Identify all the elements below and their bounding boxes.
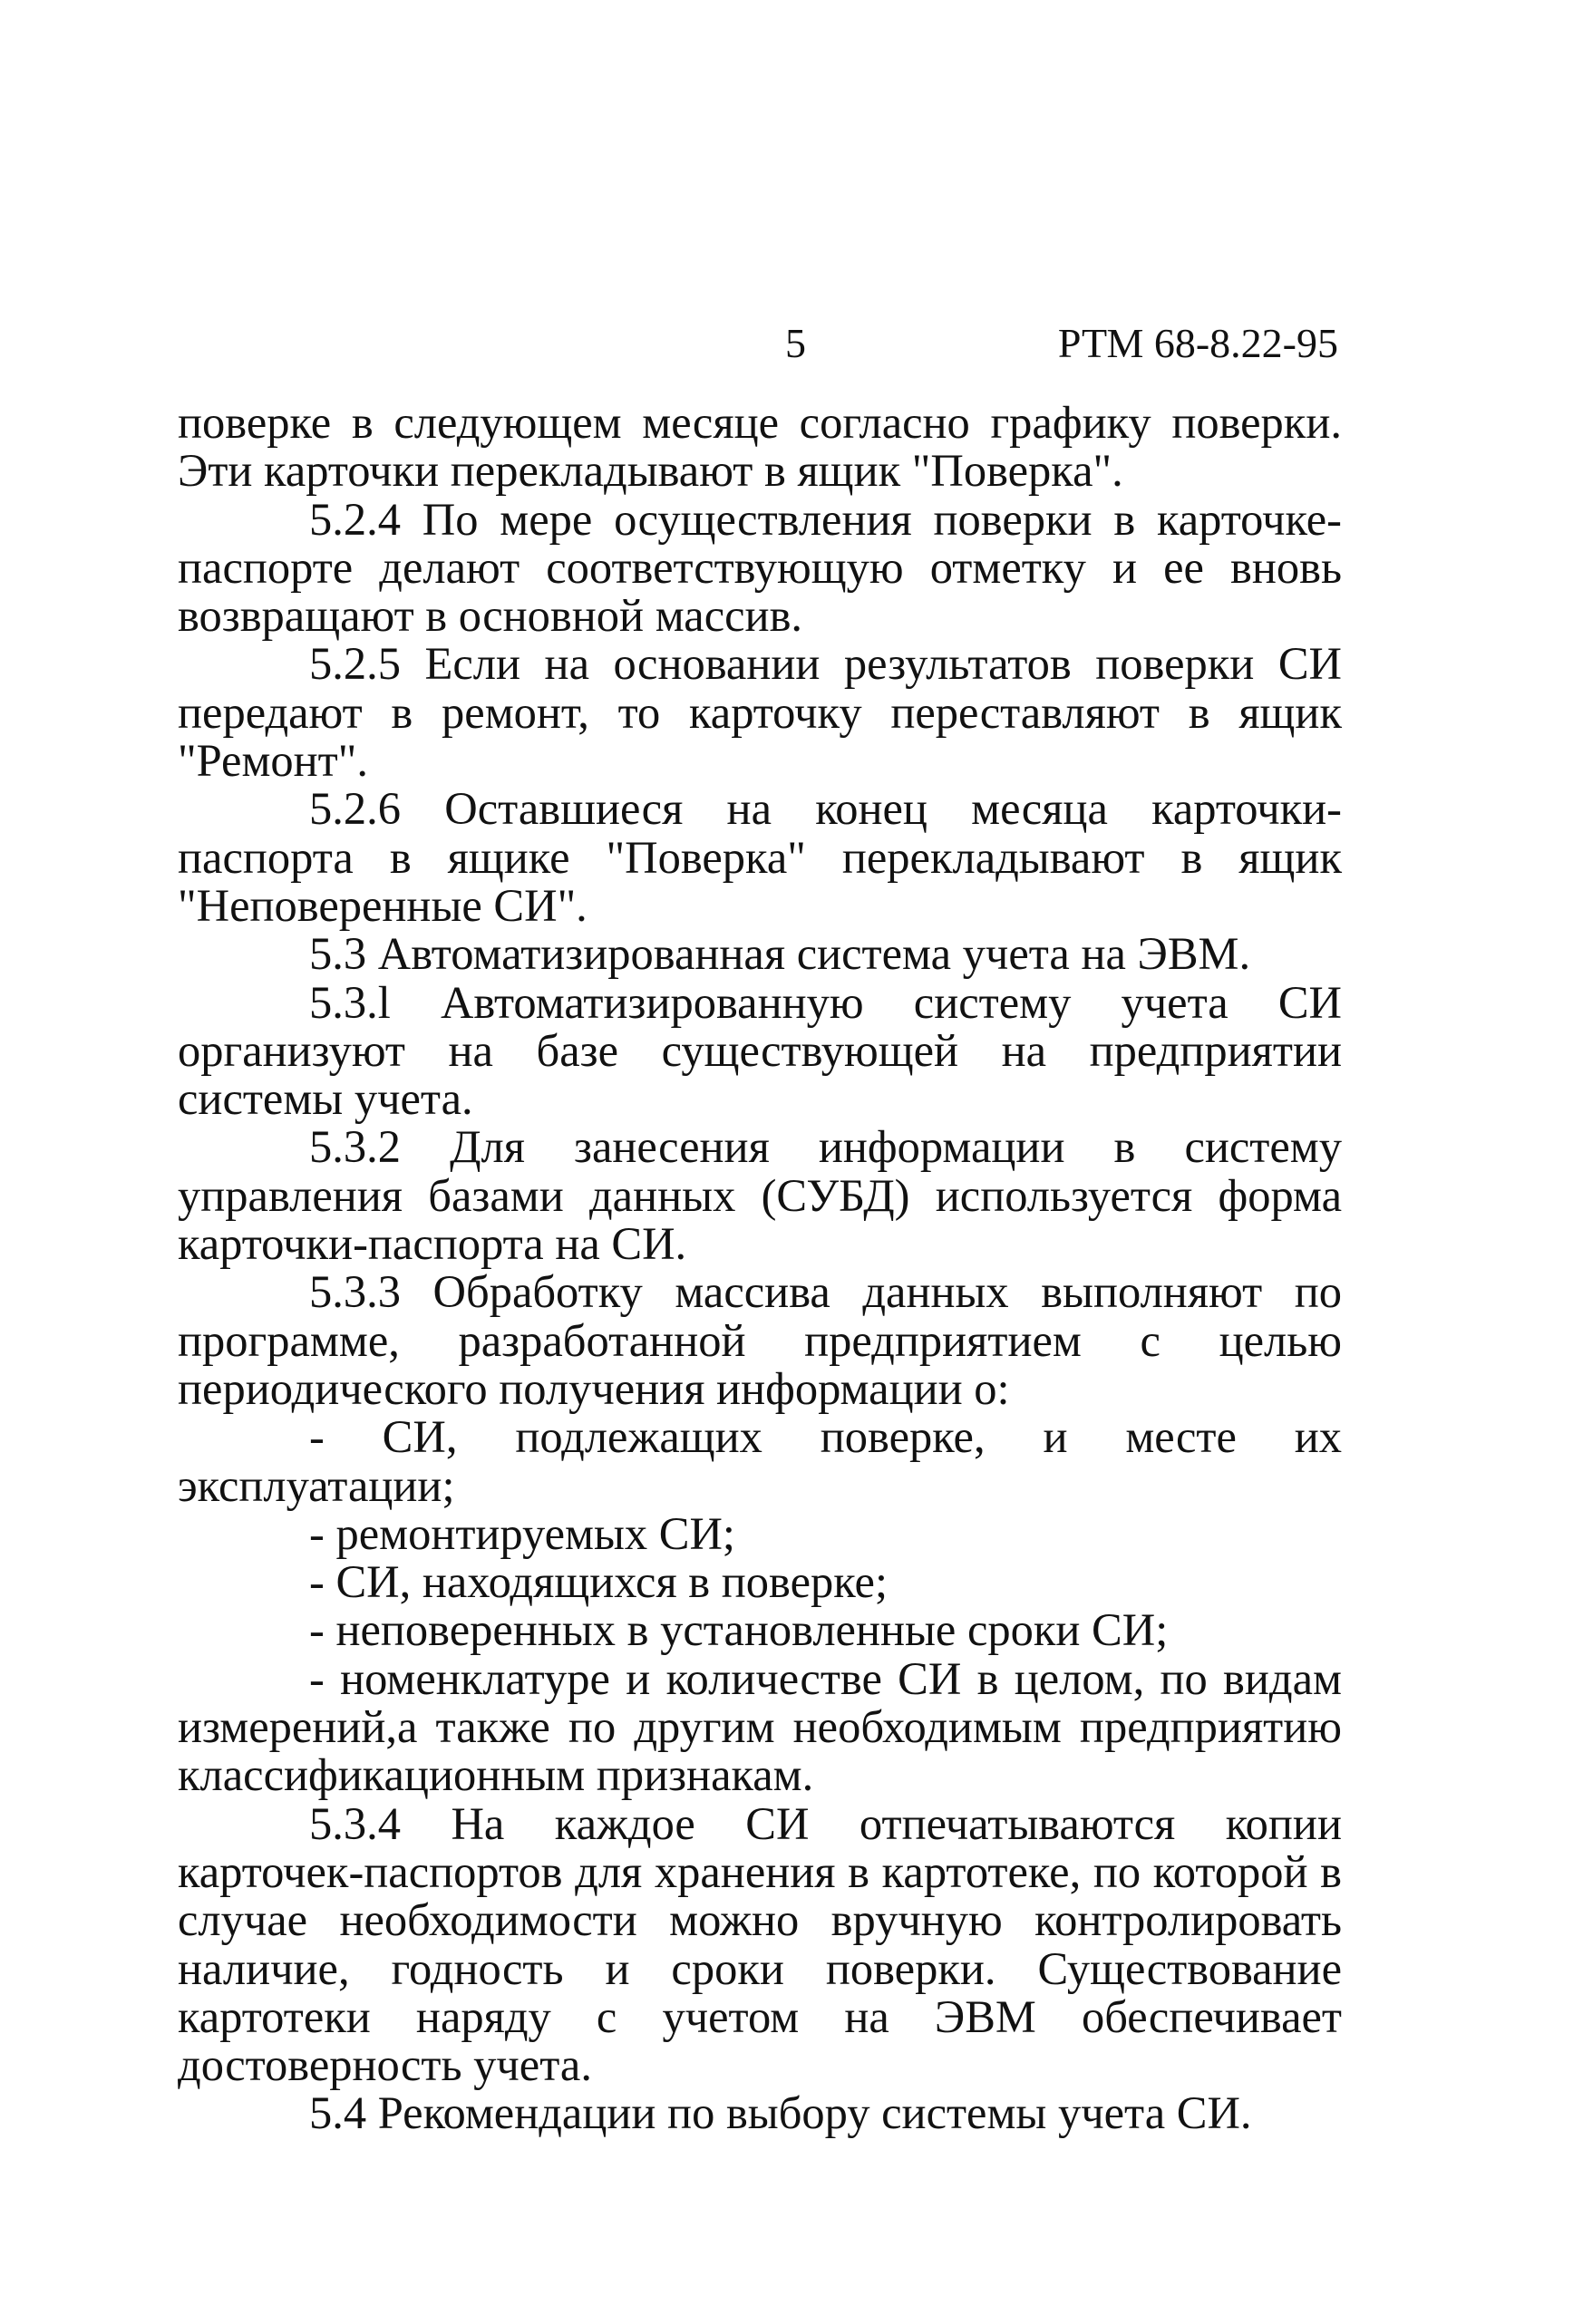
paragraph-continuation: поверке в следующем месяце согласно графику поверки. Эти карточки перекладывают в ящик "Поверка". [178,397,1342,497]
list-item: - ремонтируемых СИ; [309,1507,735,1559]
list-item: - СИ, находящихся в поверке; [309,1556,888,1608]
paragraph-5-2-5: 5.2.5 Если на основании результатов поверки СИ передают в ремонт, то карточку переставляют в ящик "Ремонт". [178,638,1342,787]
page-header [178,308,1338,372]
paragraph-5-3-4: 5.3.4 На каждое СИ отпечатываются копии карточек-паспортов для хранения в картотеке, по которой в случае необходимости можно вручную контролировать наличие, годность и сроки поверки. Существование картотеки наряду с учетом на ЭВМ обеспечивает достоверность учета. [178,1797,1342,2091]
page-number: 5 [785,320,806,366]
document-body [178,399,1342,2138]
document-code: РТМ 68-8.22-95 [1057,320,1338,366]
section-heading-5-4: 5.4 Рекомендации по выбору системы учета СИ. [309,2087,1252,2139]
list-item: - СИ, подлежащих поверке, и месте их эксплуатации; [178,1411,1342,1511]
list-item: - неповеренных в установленные сроки СИ; [309,1604,1169,1656]
paragraph-5-3-1: 5.3.l Автоматизированную систему учета СИ организуют на базе существующей на предприятии системы учета. [178,976,1342,1125]
paragraph-5-3-3: 5.3.3 Обработку массива данных выполняют по программе, разработанной предприятием с целью периодического получения информации о: [178,1266,1342,1414]
paragraph-5-2-4: 5.2.4 По мере осуществления поверки в карточке-паспорте делают соответствующую отметку и ее вновь возвращают в основной массив. [178,493,1342,642]
list-item: - номенклатуре и количестве СИ в целом, по видам измерений,а также по другим необходимым предприятию классификационным признакам. [178,1652,1342,1801]
paragraph-5-3-2: 5.3.2 Для занесения информации в систему управления базами данных (СУБД) используется форма карточки-паспорта на СИ. [178,1121,1342,1270]
section-heading-5-3: 5.3 Автоматизированная система учета на ЭВМ. [309,928,1251,980]
paragraph-5-2-6: 5.2.6 Оставшиеся на конец месяца карточки-паспорта в ящике "Поверка" перекладывают в ящик "Неповеренные СИ". [178,783,1342,931]
